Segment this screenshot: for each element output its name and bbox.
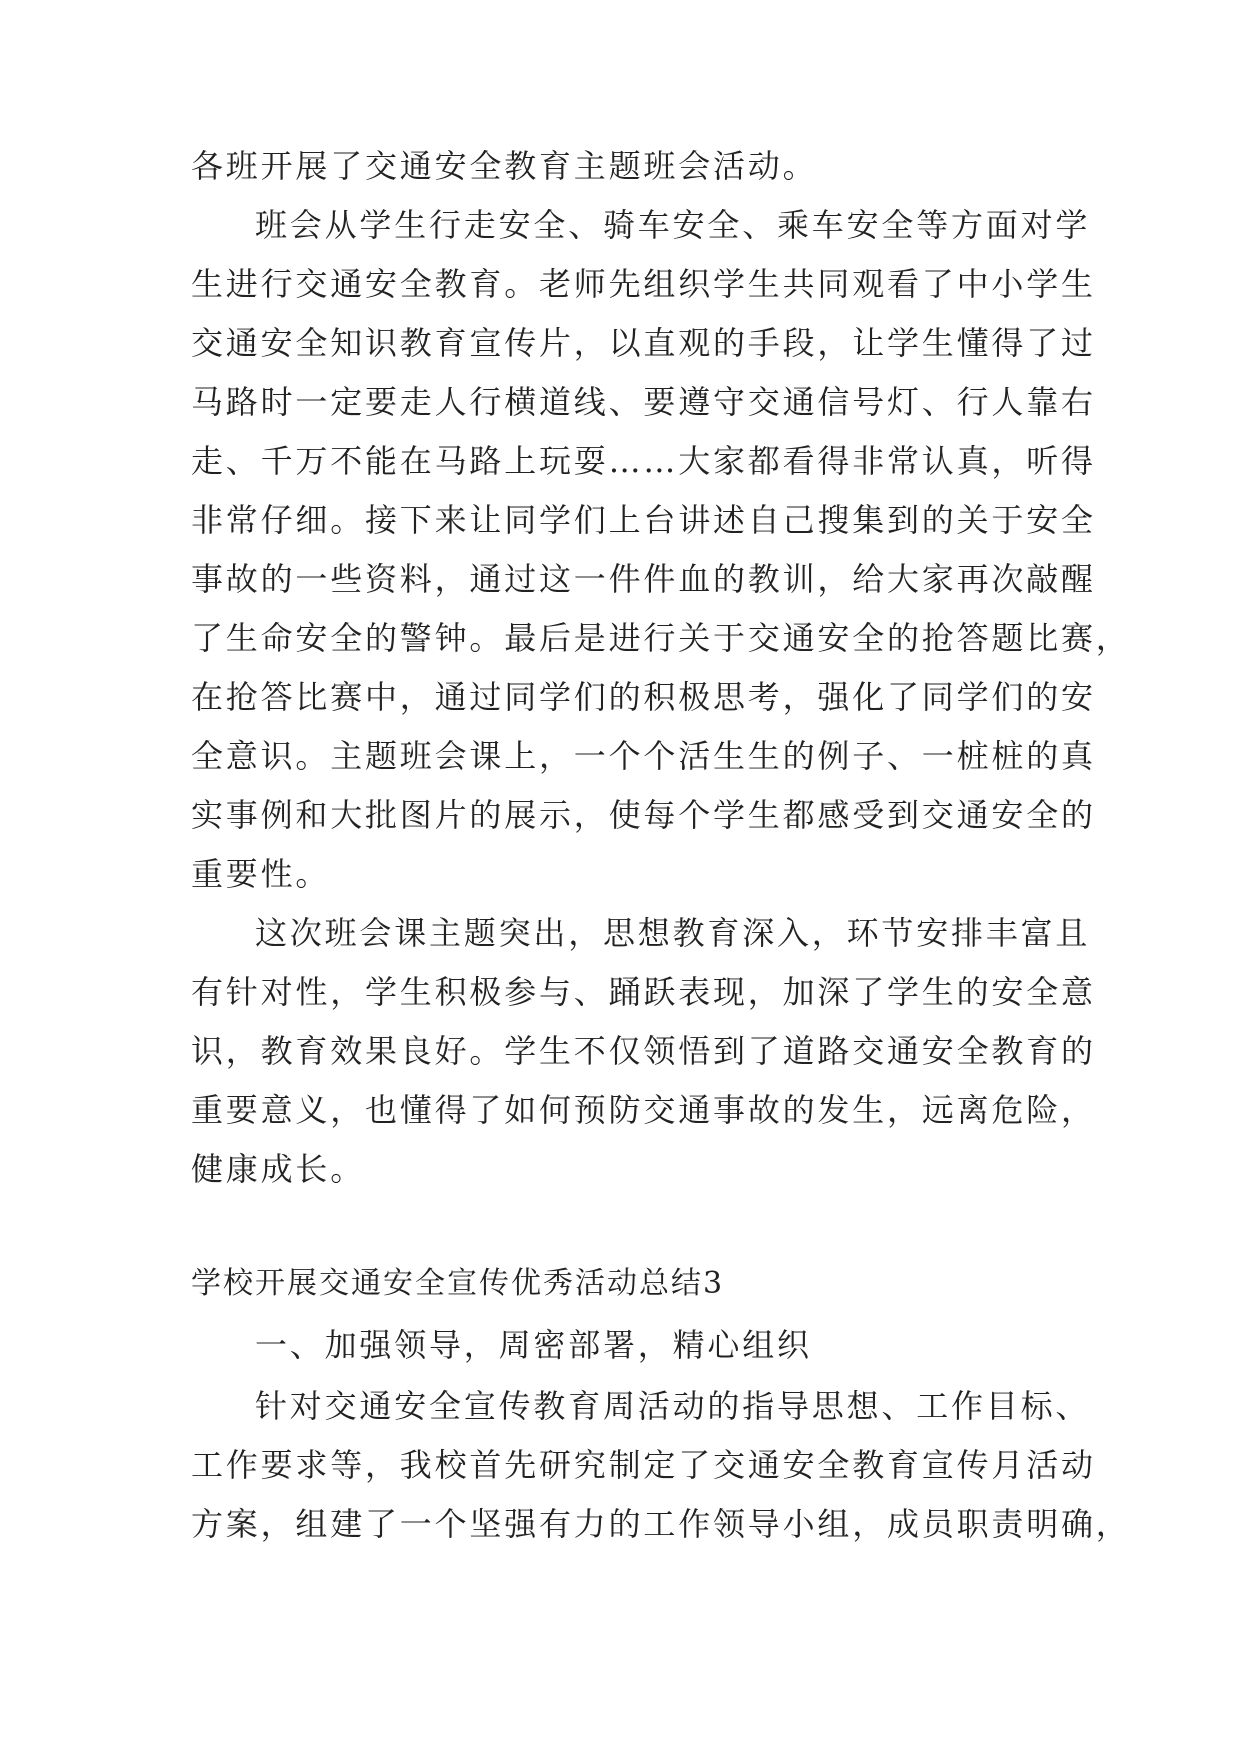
text-line: 事故的一些资料，通过这一件件血的教训，给大家再次敲醒 xyxy=(191,560,1096,598)
text-line: 方案，组建了一个坚强有力的工作领导小组，成员职责明确， xyxy=(191,1505,1131,1543)
text-line: 工作要求等，我校首先研究制定了交通安全教育宣传月活动 xyxy=(191,1446,1096,1484)
text-line: 生进行交通安全教育。老师先组织学生共同观看了中小学生 xyxy=(191,265,1096,303)
paragraph-start-line: 班会从学生行走安全、骑车安全、乘车安全等方面对学 xyxy=(255,206,1091,244)
text-line: 在抢答比赛中，通过同学们的积极思考，强化了同学们的安 xyxy=(191,678,1096,716)
text-line: 非常仔细。接下来让同学们上台讲述自己搜集到的关于安全 xyxy=(191,501,1096,539)
text-line: 了生命安全的警钟。最后是进行关于交通安全的抢答题比赛， xyxy=(191,619,1131,657)
text-line: 全意识。主题班会课上，一个个活生生的例子、一桩桩的真 xyxy=(191,737,1096,775)
text-line: 交通安全知识教育宣传片，以直观的手段，让学生懂得了过 xyxy=(191,324,1096,362)
text-line: 各班开展了交通安全教育主题班会活动。 xyxy=(191,147,818,185)
paragraph-start-line: 这次班会课主题突出，思想教育深入，环节安排丰富且 xyxy=(255,914,1091,952)
text-line: 识，教育效果良好。学生不仅领悟到了道路交通安全教育的 xyxy=(191,1032,1096,1070)
text-line: 健康成长。 xyxy=(191,1150,366,1188)
subheading: 一、加强领导，周密部署，精心组织 xyxy=(255,1326,812,1364)
text-line: 重要意义，也懂得了如何预防交通事故的发生，远离危险， xyxy=(191,1091,1096,1129)
paragraph-start-line: 针对交通安全宣传教育周活动的指导思想、工作目标、 xyxy=(255,1387,1091,1425)
text-line: 走、千万不能在马路上玩耍……大家都看得非常认真，听得 xyxy=(191,442,1096,480)
text-line: 重要性。 xyxy=(191,855,331,893)
text-line: 马路时一定要走人行横道线、要遵守交通信号灯、行人靠右 xyxy=(191,383,1096,421)
section-heading: 学校开展交通安全宣传优秀活动总结3 xyxy=(191,1266,725,1301)
text-line: 实事例和大批图片的展示，使每个学生都感受到交通安全的 xyxy=(191,796,1096,834)
text-line: 有针对性，学生积极参与、踊跃表现，加深了学生的安全意 xyxy=(191,973,1096,1011)
